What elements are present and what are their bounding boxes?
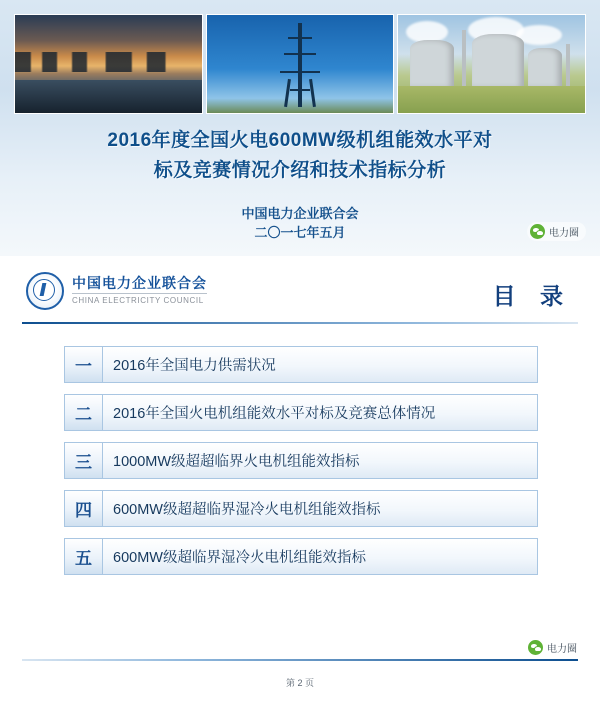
title-line-1: 2016年度全国火电600MW级机组能效水平对 (107, 130, 493, 151)
wechat-watermark-label: 电力圈 (549, 228, 579, 239)
cec-logo (26, 272, 207, 310)
title-slide (0, 0, 600, 256)
wechat-watermark-top (527, 222, 586, 241)
toc-number: 一 (64, 346, 102, 383)
photo-strip (14, 14, 586, 114)
wechat-watermark-label: 电力圈 (547, 644, 577, 655)
transmission-tower-photo (206, 14, 395, 114)
toc-label: 600MW级超超临界湿冷火电机组能效指标 (102, 490, 538, 527)
wechat-watermark-bottom (525, 638, 584, 657)
contents-heading: 目 录 (492, 283, 572, 309)
header-divider (22, 322, 578, 324)
list-item[interactable] (64, 538, 538, 575)
list-item[interactable] (64, 442, 538, 479)
city-skyline-sunset-photo (14, 14, 203, 114)
pylon-shape (278, 23, 322, 105)
presentation-organization (30, 204, 570, 242)
toc-number: 四 (64, 490, 102, 527)
presentation-title (30, 126, 570, 186)
toc-label: 2016年全国火电机组能效水平对标及竞赛总体情况 (102, 394, 538, 431)
toc-number: 五 (64, 538, 102, 575)
cec-logo-text (72, 275, 207, 307)
title-line-2: 标及竞赛情况介绍和技术指标分析 (153, 160, 447, 181)
toc-label: 1000MW级超超临界火电机组能效指标 (102, 442, 538, 479)
list-item[interactable] (64, 394, 538, 431)
list-item[interactable] (64, 346, 538, 383)
contents-slide (0, 258, 600, 701)
list-item[interactable] (64, 490, 538, 527)
page-number: 第 2 页 (285, 678, 314, 688)
cec-logo-text-en: CHINA ELECTRICITY COUNCIL (72, 293, 207, 307)
cec-seal-icon (26, 272, 64, 310)
power-plant-cooling-towers-photo (397, 14, 586, 114)
wechat-icon (530, 224, 545, 239)
toc-label: 600MW级超临界湿冷火电机组能效指标 (102, 538, 538, 575)
cec-logo-text-cn: 中国电力企业联合会 (72, 275, 207, 291)
toc-number: 三 (64, 442, 102, 479)
footer-divider (22, 659, 578, 661)
org-line-1: 中国电力企业联合会 (241, 206, 359, 221)
toc-number: 二 (64, 394, 102, 431)
toc-label: 2016年全国电力供需状况 (102, 346, 538, 383)
wechat-icon (528, 640, 543, 655)
org-line-2: 二〇一七年五月 (254, 225, 346, 240)
table-of-contents (64, 346, 538, 586)
